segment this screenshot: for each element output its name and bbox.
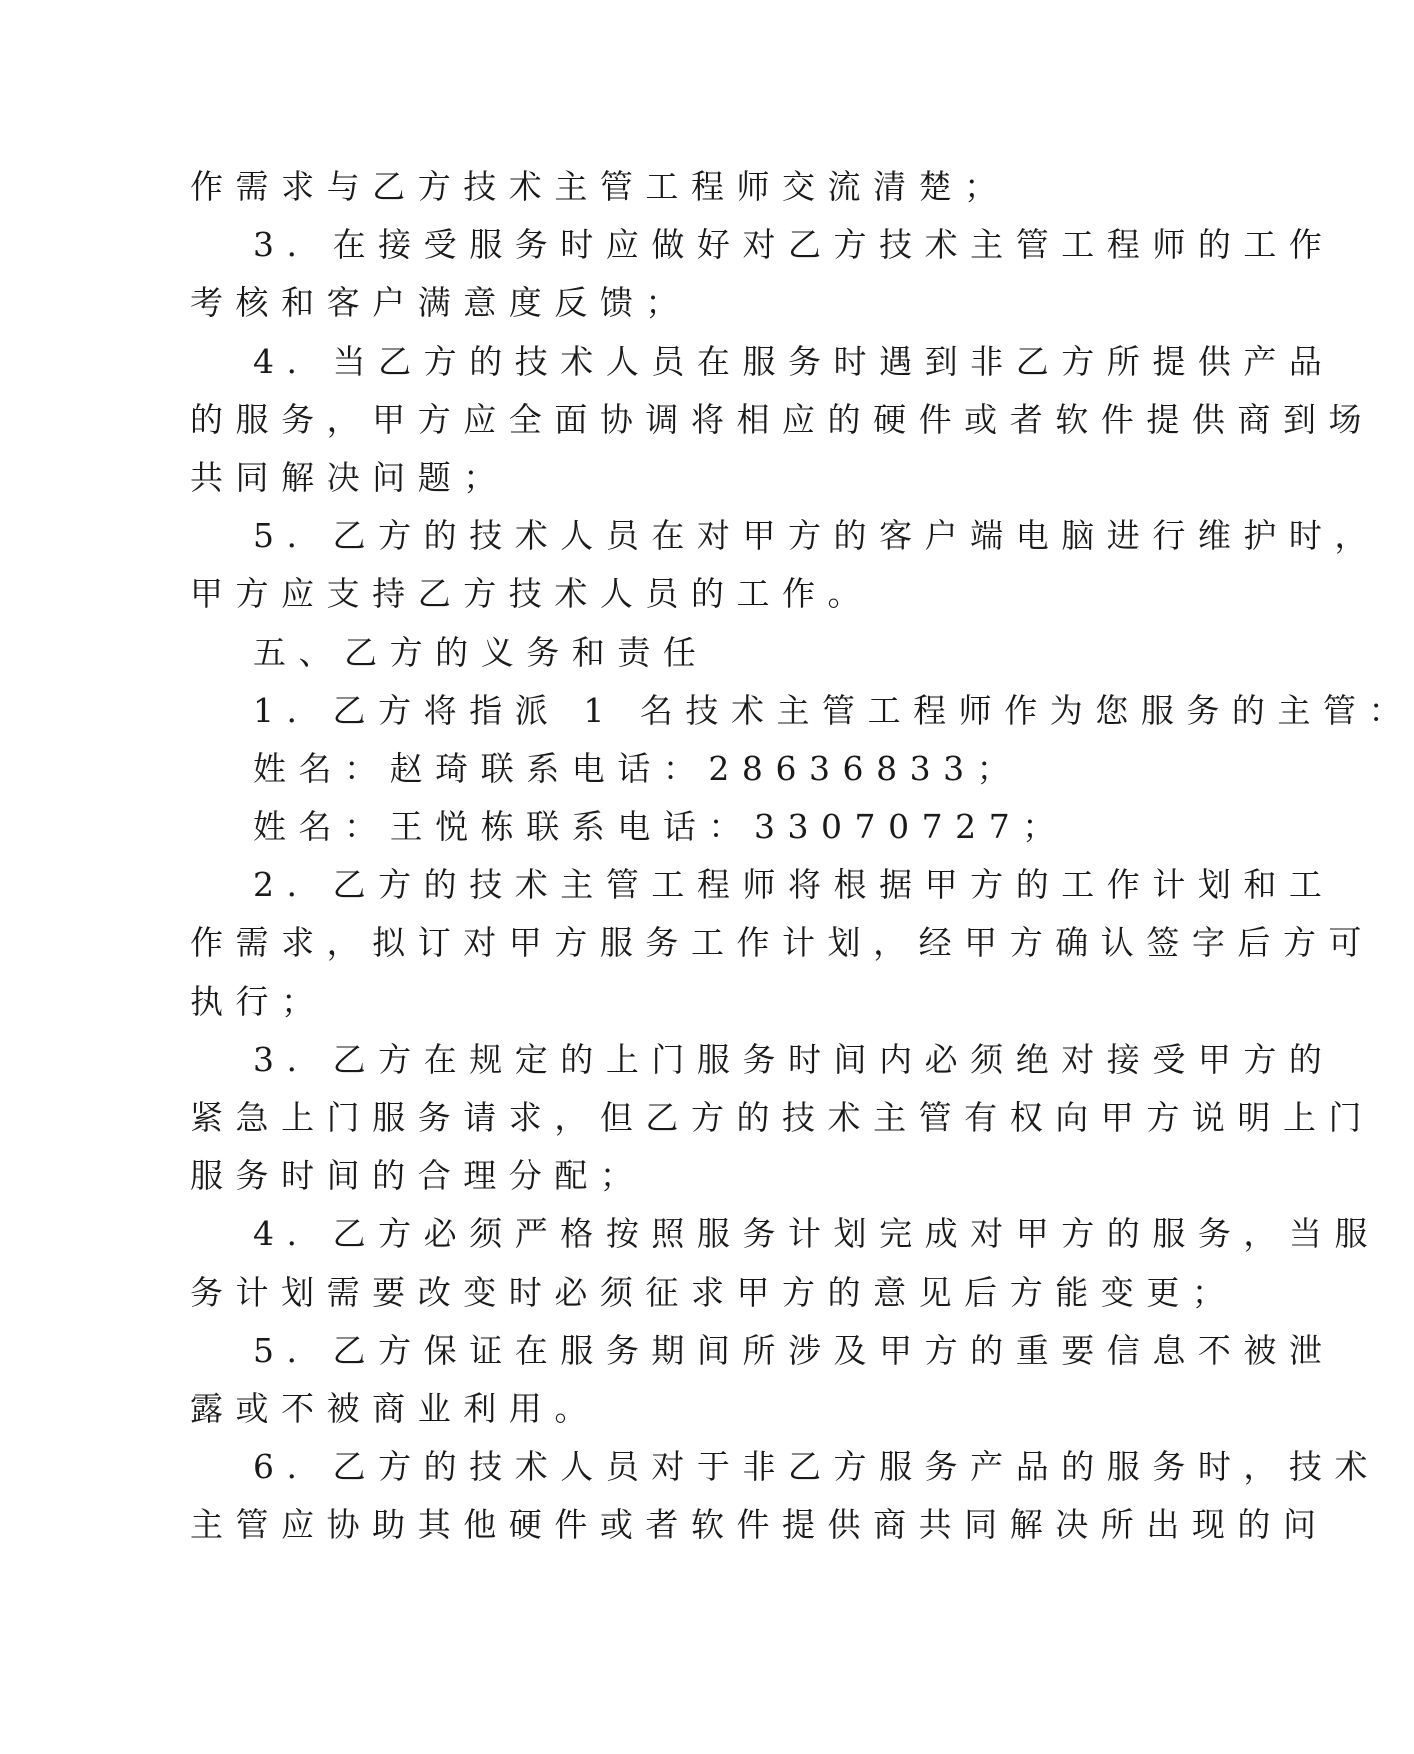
text-line: 露或不被商业利用。 [190,1388,600,1428]
text-line: 考核和客户满意度反馈； [190,283,691,323]
text-line: 作需求与乙方技术主管工程师交流清楚； [190,167,1010,206]
text-line: 4. 当乙方的技术人员在服务时遇到非乙方所提供产品 [253,341,1335,381]
text-line: 6. 乙方的技术人员对于非乙方服务产品的服务时，技术 [253,1447,1381,1487]
text-line: 作需求，拟订对甲方服务工作计划，经甲方确认签字后方可 [190,923,1375,963]
contact-line: 姓名：王悦栋联系电话：33070727； [253,807,1068,847]
text-line: 3. 在接受服务时应做好对乙方技术主管工程师的工作 [253,225,1335,265]
text-line: 5. 乙方保证在服务期间所涉及甲方的重要信息不被泄 [253,1330,1335,1370]
text-line: 5. 乙方的技术人员在对甲方的客户端电脑进行维护时， [253,516,1381,556]
text-line: 的服务，甲方应全面协调将相应的硬件或者软件提供商到场 [190,399,1375,439]
text-line: 执行； [190,981,327,1021]
text-line: 主管应协助其他硬件或者软件提供商共同解决所出现的问 [190,1505,1329,1545]
text-line: 1. 乙方将指派 1 名技术主管工程师作为您服务的主管： [253,690,1414,730]
contract-text [190,158,1414,1555]
text-line: 4. 乙方必须严格按照服务计划完成对甲方的服务，当服 [253,1214,1381,1254]
text-line: 2. 乙方的技术主管工程师将根据甲方的工作计划和工 [253,865,1335,905]
section-heading: 五、乙方的义务和责任 [253,632,709,672]
text-line: 务计划需要改变时必须征求甲方的意见后方能变更； [190,1272,1238,1312]
text-line: 共同解决问题； [190,457,509,497]
text-line: 服务时间的合理分配； [190,1156,646,1196]
contact-line: 姓名：赵琦联系电话：28636833； [253,748,1023,788]
text-line: 甲方应支持乙方技术人员的工作。 [190,574,874,614]
text-line: 3. 乙方在规定的上门服务时间内必须绝对接受甲方的 [253,1039,1335,1079]
text-line: 紧急上门服务请求，但乙方的技术主管有权向甲方说明上门 [190,1098,1375,1137]
